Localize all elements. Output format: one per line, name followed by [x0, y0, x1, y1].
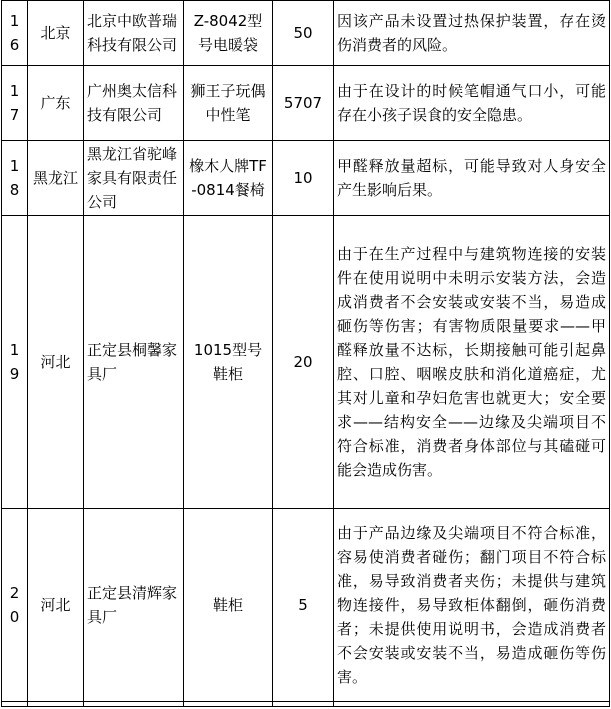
quantity-cell: 20: [273, 216, 334, 509]
reason-cell: 甲醛释放量超标，可能导致对人身安全产生影响后果。: [334, 141, 610, 216]
company-cell: 正定县清辉家具厂: [84, 509, 184, 702]
province-cell: 广东: [28, 66, 84, 141]
product-cell: 鞋柜: [184, 509, 273, 702]
company-cell: 广州奥太信科技有限公司: [84, 66, 184, 141]
empty-cell: [184, 702, 273, 707]
table-row: [2, 1, 610, 66]
row-number: 16: [2, 1, 28, 66]
quantity-cell: 5: [273, 509, 334, 702]
empty-cell: [2, 702, 28, 707]
province-cell: 河北: [28, 216, 84, 509]
province-cell: 河北: [28, 509, 84, 702]
product-cell: 1015型号鞋柜: [184, 216, 273, 509]
table-row: [2, 216, 610, 509]
table-row: [2, 66, 610, 141]
province-cell: 北京: [28, 1, 84, 66]
reason-cell: 由于产品边缘及尖端项目不符合标准，容易使消费者碰伤；翻门项目不符合标准，易导致消费者夹伤；未提供与建筑物连接件，易导致柜体翻倒，砸伤消费者；未提供使用说明书，会造成消费者不会安装或安装不当，易造成砸伤等伤害。: [334, 509, 610, 702]
quantity-cell: 10: [273, 141, 334, 216]
product-cell: Z-8042型号电暖袋: [184, 1, 273, 66]
table-row: [2, 141, 610, 216]
quantity-cell: 5707: [273, 66, 334, 141]
recall-table-body: [2, 1, 610, 707]
row-number: 17: [2, 66, 28, 141]
row-number: 19: [2, 216, 28, 509]
empty-cell: [28, 702, 84, 707]
empty-cell: [334, 702, 610, 707]
company-cell: 黑龙江省驼峰家具有限责任公司: [84, 141, 184, 216]
company-cell: 北京中欧普瑞科技有限公司: [84, 1, 184, 66]
company-cell: 正定县桐馨家具厂: [84, 216, 184, 509]
recall-table: [1, 0, 610, 707]
table-row-partial: [2, 702, 610, 707]
empty-cell: [84, 702, 184, 707]
reason-cell: 因该产品未设置过热保护装置，存在烫伤消费者的风险。: [334, 1, 610, 66]
quantity-cell: 50: [273, 1, 334, 66]
reason-cell: 由于在设计的时候笔帽通气口小，可能存在小孩子误食的安全隐患。: [334, 66, 610, 141]
province-cell: 黑龙江: [28, 141, 84, 216]
row-number: 18: [2, 141, 28, 216]
reason-cell: 由于在生产过程中与建筑物连接的安装件在使用说明中未明示安装方法，会造成消费者不会安装或安装不当，易造成砸伤等伤害；有害物质限量要求——甲醛释放量不达标，长期接触可能引起鼻腔、口腔、咽喉皮肤和消化道癌症，尤其对儿童和孕妇危害也就更大；安全要求——结构安全——边缘及尖端项目不符合标准，消费者身体部位与其磕碰可能会造成伤害。: [334, 216, 610, 509]
empty-cell: [273, 702, 334, 707]
table-row: [2, 509, 610, 702]
product-cell: 狮王子玩偶中性笔: [184, 66, 273, 141]
row-number: 20: [2, 509, 28, 702]
product-cell: 橡木人牌TF-0814餐椅: [184, 141, 273, 216]
